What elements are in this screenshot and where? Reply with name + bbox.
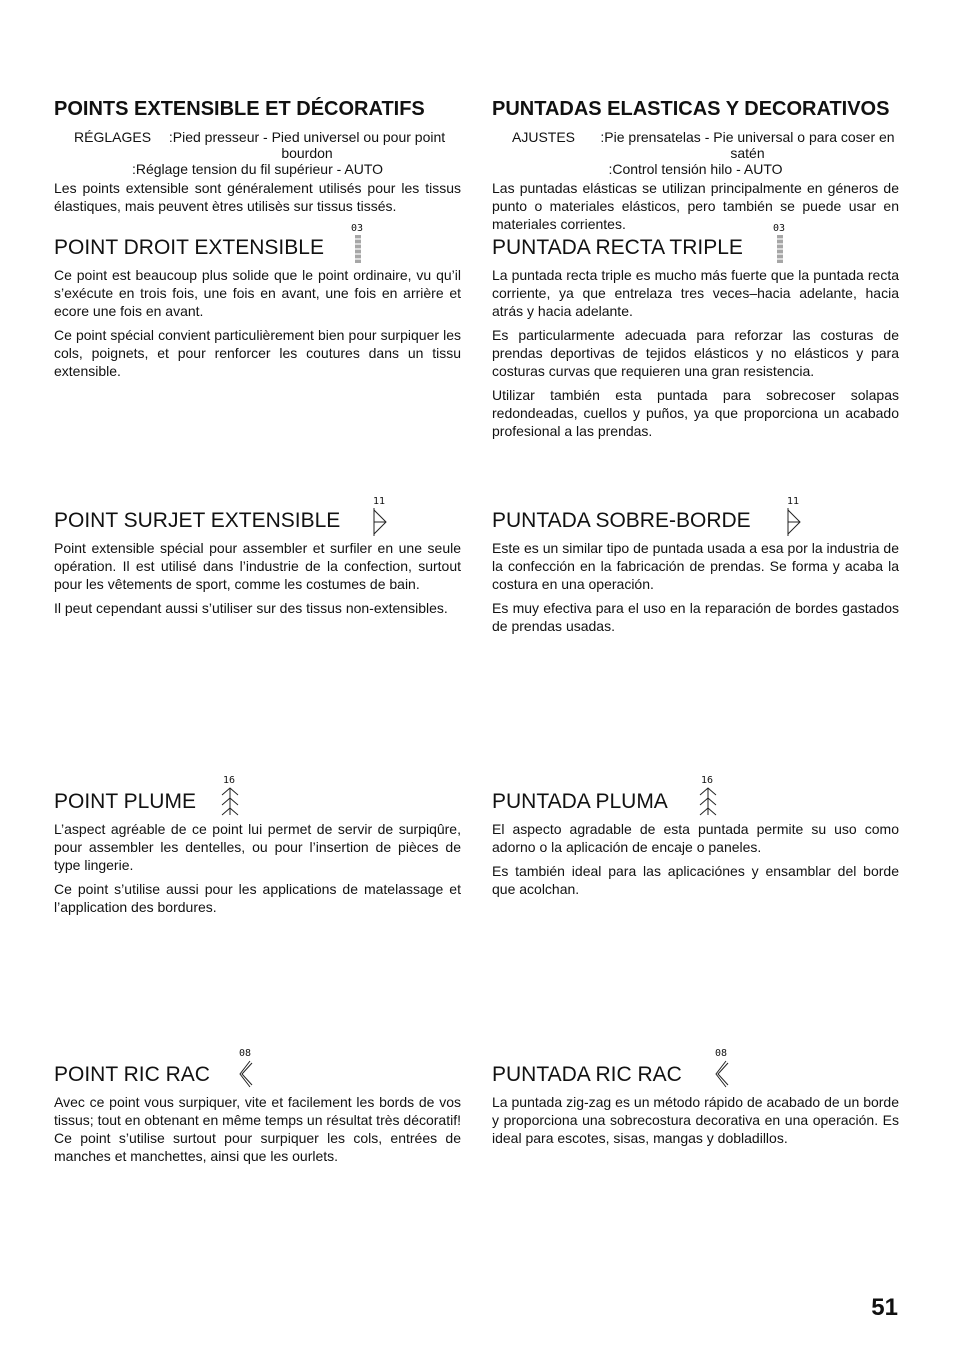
section-puntada-pluma [492,775,899,904]
settings-presser-foot: :Pie prensatelas - Pie universal o para coser en satén [600,129,895,161]
section-puntada-ric-rac [492,1048,899,1153]
section-puntada-recta-triple [492,223,899,446]
settings-presser-foot: :Pied presseur - Pied universel ou pour point bourdon [168,129,446,161]
paragraph: Es también ideal para las aplicaciónes y ensamblar del borde que acolchan. [492,863,899,897]
spanish-header [492,97,899,239]
stitch-number: 03 [772,223,786,234]
paragraph: La puntada zig-zag es un método rápido de acabado de un borde y proporciona una sobrecostura decorativa en una operación. Es ideal para escotes, sisas, mangas y dobladillos. [492,1094,899,1146]
stitch-number: 03 [350,223,364,234]
paragraph: Ce point est beaucoup plus solide que le point ordinaire, vu qu’il s’exécute en trois fois, une fois en avant, une fois en arrière et ecore une fois en avant. [54,267,461,319]
spanish-settings [492,129,899,177]
settings-thread-tension: :Réglage tension du fil supérieur - AUTO [131,161,384,177]
stitch-number: 08 [714,1048,728,1059]
stitch-number: 16 [222,775,236,786]
section-point-plume [54,775,461,922]
french-main-title: POINTS EXTENSIBLE ET DÉCORATIFS [54,98,425,120]
section-title: PUNTADA PLUMA [492,790,668,813]
paragraph: Il peut cependant aussi s’utiliser sur des tissus non-extensibles. [54,600,448,616]
section-title: PUNTADA SOBRE-BORDE [492,509,751,532]
settings-label: AJUSTES [512,129,576,145]
feather-stitch-icon [696,776,726,820]
stitch-number: 08 [238,1048,252,1059]
section-title: POINT DROIT EXTENSIBLE [54,236,324,259]
stitch-number: 16 [700,775,714,786]
french-intro: Les points extensible sont généralement utilisés pour les tissus élastiques, mais peuvent ètres utilisès sur tissus tissés. [54,180,461,214]
spanish-intro: Las puntadas elásticas se utilizan principalmente en géneros de punto o materiales elásticos, pero también se puede usar en materiales corrientes. [492,180,899,232]
straight-triple-stitch-icon [346,224,376,268]
section-point-ric-rac [54,1048,461,1171]
section-puntada-sobre-borde [492,496,899,641]
paragraph: L’aspect agréable de ce point lui permet de servir de surpiqûre, pour assembler les dentelles, ou pour l’insertion de pièces de type lingerie. [54,821,461,873]
feather-stitch-icon [218,776,248,820]
straight-triple-stitch-icon [768,224,798,268]
section-point-droit-extensible [54,223,461,386]
paragraph: Este es un similar tipo de puntada usada a esa por la industria de la confección en la fabricación de prendas. Se forma y acaba la costura en una operación. [492,540,899,592]
section-title: POINT SURJET EXTENSIBLE [54,509,341,532]
paragraph: Ce point s’utilise aussi pour les applications de matelassage et l’application des bordures. [54,881,461,915]
stitch-number: 11 [372,496,386,507]
paragraph: Es particularmente adecuada para reforzar las costuras de prendas deportivas de tejidos elásticos y no elásticos y para costuras curvas que requieren una gran resistencia. [492,327,899,379]
stitch-number: 11 [786,496,800,507]
section-point-surjet-extensible [54,496,461,623]
paragraph: Utilizar también esta puntada para sobrecoser solapas redondeadas, cuellos y puños, ya que proporciona un acabado profesional a las prendas. [492,387,899,439]
section-title: PUNTADA RECTA TRIPLE [492,236,743,259]
spanish-main-title: PUNTADAS ELASTICAS Y DECORATIVOS [492,98,890,120]
page-number: 51 [871,1294,898,1321]
french-settings [54,129,461,177]
paragraph: Ce point spécial convient particulièrement bien pour surpiquer les cols, poignets, et pour renforcer les coutures dans un tissu extensible. [54,327,461,379]
section-title: POINT PLUME [54,790,196,813]
section-title: POINT RIC RAC [54,1063,210,1086]
ric-rac-stitch-icon [234,1049,264,1093]
settings-thread-tension: :Control tensión hilo - AUTO [608,161,783,177]
paragraph: Es muy efectiva para el uso en la reparación de bordes gastados de prendas usadas. [492,600,899,634]
paragraph: Avec ce point vous surpiquer, vite et facilement les bords de vos tissus; tout en obtenant en même temps un résultat très décoratif! Ce point s’utilise surtout pour surpiquer les cols, entrées de manches et manchettes, ainsi que les ourlets. [54,1094,461,1164]
overedge-stitch-icon [368,497,398,541]
paragraph: La puntada recta triple es mucho más fuerte que la puntada recta corriente, ya que entrelaza tres veces–hacia adelante, hacia atrás y hacia adelante. [492,267,899,319]
french-header [54,97,461,221]
ric-rac-stitch-icon [710,1049,740,1093]
paragraph: Point extensible spécial pour assembler et surfiler en une seule opération. Il est utilisé dans l’industrie de la confection, surtout pour les vêtements de sport, comme les costumes de bain. [54,540,461,592]
settings-label: RÉGLAGES [74,129,152,145]
section-title: PUNTADA RIC RAC [492,1063,682,1086]
paragraph: El aspecto agradable de esta puntada permite su uso como adorno o la aplicación de encaje o paneles. [492,821,899,855]
overedge-stitch-icon [782,497,812,541]
